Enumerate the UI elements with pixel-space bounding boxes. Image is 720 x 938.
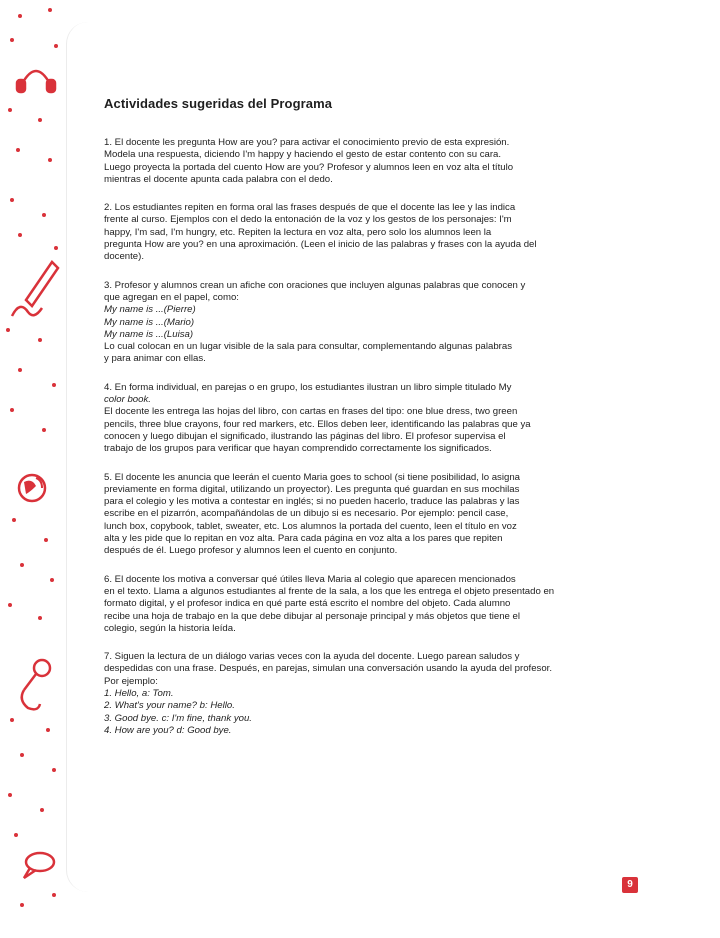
activity-line: happy, I'm sad, I'm hungry, etc. Repiten la lectura en voz alta, pero solo los alumnos leen la — [104, 226, 492, 238]
pencil-icon — [12, 262, 58, 316]
activity-line: frente al curso. Ejemplos con el dedo la entonación de la voz y los gestos de los personajes: I'm — [104, 214, 512, 226]
globe-icon — [19, 475, 45, 501]
activity-line: My name is ...(Luisa) — [104, 328, 194, 340]
activity-line: colegio, según la historia leída. — [104, 622, 236, 634]
activity-line: Lo cual colocan en un lugar visible de la sala para consultar, complementando algunas palabras — [104, 341, 512, 353]
activity-line: 3. Good bye. c: I'm fine, thank you. — [104, 712, 252, 724]
activity-2 — [104, 202, 632, 263]
activity-line: escribe en el pizarrón, acompañándolas de un dibujo si es necesario. Por ejemplo: pencil case, — [104, 508, 509, 520]
activity-line: pregunta How are you? en una aproximación. (Leen el inicio de las palabras y frases con la ayuda del — [104, 239, 537, 251]
activity-5 — [104, 472, 632, 558]
activity-line: después de él. Luego profesor y alumnos leen el cuento en conjunto. — [104, 545, 398, 557]
activity-line: Por ejemplo: — [104, 675, 158, 687]
activity-line: My name is ...(Pierre) — [104, 304, 196, 316]
activity-line: docente). — [104, 251, 145, 263]
activity-line: 4. En forma individual, en parejas o en grupo, los estudiantes ilustran un libro simple titulado My — [104, 381, 512, 393]
headphones-icon — [17, 71, 55, 92]
activity-line: previamente en forma digital, utilizando un proyector). Les pregunta qué guardan en sus mochilas — [104, 483, 520, 495]
speech-bubble-icon — [24, 853, 54, 878]
activity-line: 5. El docente les anuncia que leerán el cuento Maria goes to school (si tiene posibilidad, lo asigna — [104, 471, 520, 483]
activity-line: 1. Hello, a: Tom. — [104, 687, 174, 699]
activity-line: 7. Siguen la lectura de un diálogo varias veces con la ayuda del docente. Luego parean saludos y — [104, 651, 520, 663]
activity-line: 2. What's your name? b: Hello. — [104, 700, 235, 712]
activity-line: Modela una respuesta, diciendo I'm happy y haciendo el gesto de estar contento con su cara. — [104, 149, 502, 161]
activity-line: El docente les entrega las hojas del libro, con cartas en frases del tipo: one blue dress, two green — [104, 406, 518, 418]
margin-dots — [6, 8, 58, 907]
page-title: Actividades sugeridas del Programa — [104, 96, 333, 111]
activity-line: 2. Los estudiantes repiten en forma oral las frases después de que el docente las lee y las indica — [104, 202, 516, 214]
activity-3 — [104, 280, 632, 366]
document-content — [104, 96, 632, 753]
activity-line: 6. El docente los motiva a conversar qué útiles lleva Maria al colegio que aparecen mencionados — [104, 573, 516, 585]
activity-line: lunch box, copybook, tablet, sweater, etc. Los alumnos la portada del cuento, leen el título en voz — [104, 520, 517, 532]
activity-line: recibe una hoja de trabajo en la que debe dibujar al personaje principal y más objetos que tiene el — [104, 610, 521, 622]
activity-line: trabajo de los grupos para verificar que hayan comprendido correctamente los significados. — [104, 443, 492, 455]
activity-line: pencils, three blue crayons, four red markers, etc. Ellos deben leer, identificando las palabras que ya — [104, 418, 531, 430]
activity-line: conocen y luego dibujan el significado, ilustrando las páginas del libro. El profesor supervisa el — [104, 430, 506, 442]
activity-line: que agregan en el papel, como: — [104, 291, 239, 303]
activity-line: 3. Profesor y alumnos crean un afiche con oraciones que incluyen algunas palabras que conocen y — [104, 279, 526, 291]
activity-line: alta y les pide que lo repitan en voz alta. Para cada página en voz alta a los pares que repiten — [104, 533, 503, 545]
activity-line: mientras el docente apunta cada palabra con el dedo. — [104, 173, 333, 185]
activity-line: para el colegio y les motiva a contestar en inglés; si no pueden hacerlo, traduce las palabras y las — [104, 496, 520, 508]
page-number: 9 — [622, 877, 638, 893]
activity-line: My name is ...(Mario) — [104, 316, 195, 328]
activity-6 — [104, 574, 632, 635]
activity-4 — [104, 382, 632, 456]
activity-line: y para animar con ellas. — [104, 353, 206, 365]
activity-line: 1. El docente les pregunta How are you? para activar el conocimiento previo de esta expresión. — [104, 137, 510, 148]
activity-line: despedidas con una frase. Después, en parejas, simulan una conversación usando la ayuda del profesor. — [104, 663, 552, 675]
activity-line: formato digital, y el profesor indica en qué parte está escrito el nombre del objeto. Cada alumno — [104, 598, 511, 610]
activity-line: color book. — [104, 394, 151, 406]
activity-7 — [104, 651, 632, 737]
activity-line: en el texto. Llama a algunos estudiantes al frente de la sala, a los que les entrega el objeto presentado en — [104, 585, 555, 597]
activity-1 — [104, 137, 632, 186]
activity-line: 4. How are you? d: Good bye. — [104, 724, 232, 736]
microphone-icon — [22, 660, 50, 709]
activity-line: Luego proyecta la portada del cuento How are you? Profesor y alumnos leen en voz alta el título — [104, 161, 514, 173]
